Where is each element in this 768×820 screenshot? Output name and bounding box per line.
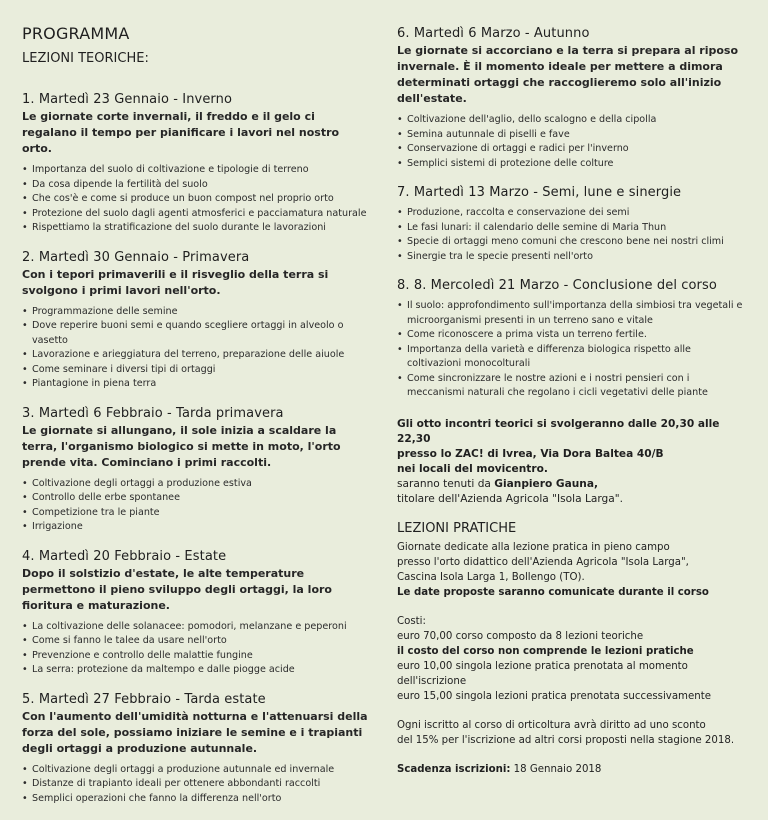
schedule-text: Gli otto incontri teorici si svolgeranno dalle 20,30 alle 22,30 bbox=[397, 417, 720, 445]
lesson-4 bbox=[22, 549, 368, 678]
cost-line: euro 70,00 corso composto da 8 lezioni teoriche bbox=[397, 630, 644, 642]
list-item: • Prevenzione e controllo delle malattie fungine bbox=[22, 649, 368, 664]
list-item: • Controllo delle erbe spontanee bbox=[22, 491, 368, 506]
discount-line: del 15% per l'iscrizione ad altri corsi proposti nella stagione 2018. bbox=[397, 734, 735, 746]
list-item: • Coltivazione degli ortaggi a produzione estiva bbox=[22, 477, 368, 492]
list-item: • Le fasi lunari: il calendario delle semine di Maria Thun bbox=[397, 221, 747, 236]
lesson-title: 7. Martedì 13 Marzo - Semi, lune e sinergie bbox=[397, 185, 682, 200]
lesson-topic-list bbox=[397, 206, 747, 264]
lesson-title: 6. Martedì 6 Marzo - Autunno bbox=[397, 26, 590, 41]
costs-heading: Costi: bbox=[397, 615, 426, 627]
discount-section bbox=[397, 718, 747, 748]
teacher-name: Gianpiero Gauna, bbox=[494, 477, 599, 490]
practical-lessons-text bbox=[397, 540, 747, 600]
lesson-6 bbox=[397, 26, 747, 171]
list-item: • Irrigazione bbox=[22, 520, 368, 535]
list-item: • Coltivazione dell'aglio, dello scalogno e della cipolla bbox=[397, 113, 747, 128]
list-item: • Che cos'è e come si produce un buon compost nel proprio orto bbox=[22, 192, 368, 207]
lesson-title: 5. Martedì 27 Febbraio - Tarda estate bbox=[22, 691, 266, 707]
lesson-description: Dopo il solstizio d'estate, le alte temperature permettono il pieno sviluppo degli ortaggi, la loro fioritura e maturazione. bbox=[22, 566, 332, 612]
deadline-label: Scadenza iscrizioni: bbox=[397, 763, 511, 775]
lesson-topic-list bbox=[22, 305, 368, 392]
lesson-description: Le giornate corte invernali, il freddo e il gelo ci regalano il tempo per pianificare i lavori nel nostro orto. bbox=[22, 110, 340, 155]
list-item: • Semina autunnale di piselli e fave bbox=[397, 128, 747, 143]
deadline-text bbox=[397, 762, 747, 777]
lesson-title: 8. 8. Mercoledì 21 Marzo - Conclusione del corso bbox=[397, 278, 717, 293]
course-info bbox=[397, 417, 747, 507]
lesson-description: Con l'aumento dell'umidità notturna e l'attenuarsi della forza del sole, possiamo iniziare le semine e i trapianti degli ortaggi a produzione autunnale. bbox=[22, 709, 368, 755]
left-column bbox=[22, 24, 368, 820]
list-item: • Come si fanno le talee da usare nell'orto bbox=[22, 634, 368, 649]
list-item: • Importanza della varietà e differenza biologica rispetto alle coltivazioni monocolturali bbox=[397, 343, 747, 372]
lesson-8 bbox=[397, 278, 747, 401]
lesson-title: 3. Martedì 6 Febbraio - Tarda primavera bbox=[22, 405, 284, 421]
teacher-prefix: saranno tenuti da bbox=[397, 477, 495, 490]
teacher-text bbox=[397, 477, 747, 492]
deadline-value: 18 Gennaio 2018 bbox=[510, 763, 602, 775]
list-item: • La serra: protezione da maltempo e dalle piogge acide bbox=[22, 663, 368, 678]
list-item: • Come seminare i diversi tipi di ortaggi bbox=[22, 363, 368, 378]
lesson-description: Le giornate si allungano, il sole inizia a scaldare la terra, l'organismo biologico si mette in moto, l'orto prende vita. Cominciano i primi raccolti. bbox=[22, 423, 341, 469]
lesson-5 bbox=[22, 692, 368, 807]
lesson-1 bbox=[22, 92, 368, 236]
deadline-section bbox=[397, 762, 747, 777]
list-item: • Sinergie tra le specie presenti nell'orto bbox=[397, 250, 747, 265]
list-item: • Lavorazione e arieggiatura del terreno, preparazione delle aiuole bbox=[22, 348, 368, 363]
list-item: • Competizione tra le piante bbox=[22, 506, 368, 521]
lesson-topic-list bbox=[22, 620, 368, 678]
list-item: • Semplici sistemi di protezione delle colture bbox=[397, 157, 747, 172]
list-item: • Produzione, raccolta e conservazione dei semi bbox=[397, 206, 747, 221]
lesson-topic-list bbox=[22, 477, 368, 535]
lesson-topic-list bbox=[397, 113, 747, 171]
cost-line: euro 10,00 singola lezione pratica prenotata al momento dell'iscrizione bbox=[397, 660, 688, 687]
venue-detail-text: nei locali del movicentro. bbox=[397, 462, 548, 475]
practical-dates-note: Le date proposte saranno comunicate durante il corso bbox=[397, 586, 709, 598]
venue-text: presso lo ZAC! di Ivrea, Via Dora Baltea 40/B bbox=[397, 447, 664, 460]
section-subtitle: LEZIONI TEORICHE: bbox=[22, 51, 149, 66]
list-item: • Protezione del suolo dagli agenti atmosferici e pacciamatura naturale bbox=[22, 207, 368, 222]
lesson-topic-list bbox=[22, 163, 368, 236]
list-item: • Rispettiamo la stratificazione del suolo durante le lavorazioni bbox=[22, 221, 368, 236]
list-item: • Specie di ortaggi meno comuni che crescono bene nei nostri climi bbox=[397, 235, 747, 250]
list-item: • Conservazione di ortaggi e radici per l'inverno bbox=[397, 142, 747, 157]
cost-note: il costo del corso non comprende le lezioni pratiche bbox=[397, 645, 694, 657]
practical-line: Cascina Isola Larga 1, Bollengo (TO). bbox=[397, 571, 585, 583]
page-title: PROGRAMMA bbox=[22, 24, 130, 43]
lesson-description: Le giornate si accorciano e la terra si prepara al riposo invernale. È il momento ideale per mettere a dimora determinati ortaggi che raccoglieremo solo all'inizio dell'estate. bbox=[397, 44, 739, 105]
list-item: • Piantagione in piena terra bbox=[22, 377, 368, 392]
list-item: • Programmazione delle semine bbox=[22, 305, 368, 320]
lesson-title: 4. Martedì 20 Febbraio - Estate bbox=[22, 548, 227, 564]
lesson-title: 1. Martedì 23 Gennaio - Inverno bbox=[22, 92, 233, 107]
list-item: • Importanza del suolo di coltivazione e tipologie di terreno bbox=[22, 163, 368, 178]
list-item: • Il suolo: approfondimento sull'importanza della simbiosi tra vegetali e microorganismi presenti in un terreno sano e vitale bbox=[397, 299, 747, 328]
teacher-role-text: titolare dell'Azienda Agricola "Isola Larga". bbox=[397, 492, 623, 505]
right-column bbox=[397, 26, 747, 791]
practical-line: Giornate dedicate alla lezione pratica in pieno campo bbox=[397, 541, 670, 553]
list-item: • Come riconoscere a prima vista un terreno fertile. bbox=[397, 328, 747, 343]
lesson-7 bbox=[397, 185, 747, 264]
costs-section bbox=[397, 614, 747, 704]
discount-line: Ogni iscritto al corso di orticoltura avrà diritto ad uno sconto bbox=[397, 719, 706, 731]
list-item: • Dove reperire buoni semi e quando scegliere ortaggi in alveolo o vasetto bbox=[22, 319, 368, 348]
cost-line: euro 15,00 singola lezioni pratica prenotata successivamente bbox=[397, 690, 711, 702]
list-item: • Come sincronizzare le nostre azioni e i nostri pensieri con i meccanismi naturali che regolano i cicli vegetativi delle piante bbox=[397, 372, 747, 401]
practical-line: presso l'orto didattico dell'Azienda Agricola "Isola Larga", bbox=[397, 556, 689, 568]
list-item: • Da cosa dipende la fertilità del suolo bbox=[22, 178, 368, 193]
lesson-description: Con i tepori primaverili e il risveglio della terra si svolgono i primi lavori nell'orto. bbox=[22, 267, 329, 297]
list-item: • Coltivazione degli ortaggi a produzione autunnale ed invernale bbox=[22, 763, 368, 778]
list-item: • Distanze di trapianto ideali per ottenere abbondanti raccolti bbox=[22, 777, 368, 792]
list-item: • La coltivazione delle solanacee: pomodori, melanzane e peperoni bbox=[22, 620, 368, 635]
lesson-topic-list bbox=[397, 299, 747, 401]
lesson-title: 2. Martedì 30 Gennaio - Primavera bbox=[22, 249, 250, 265]
lesson-topic-list bbox=[22, 763, 368, 807]
practical-lessons-heading: LEZIONI PRATICHE bbox=[397, 520, 517, 536]
lesson-3 bbox=[22, 406, 368, 535]
lesson-2 bbox=[22, 250, 368, 392]
list-item: • Semplici operazioni che fanno la differenza nell'orto bbox=[22, 792, 368, 807]
